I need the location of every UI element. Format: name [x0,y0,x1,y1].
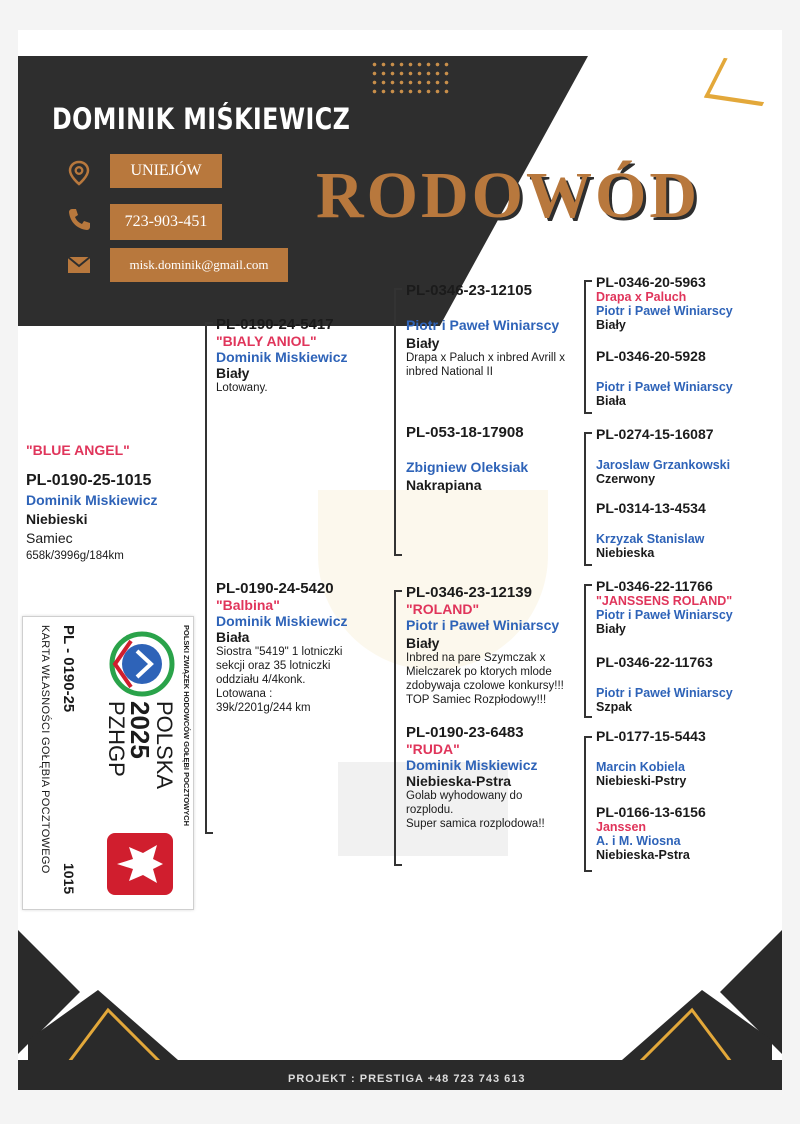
gen1-bracket-top [205,322,213,324]
ggp-color: Niebieski-Pstry [596,774,687,788]
mail-icon [66,252,92,278]
dam-ring: PL-0190-24-5420 [216,580,334,597]
gp-owner: Piotr i Paweł Winiarscy [406,617,560,633]
ggp-owner: Piotr i Paweł Winiarscy [596,686,733,700]
ggp-block [596,500,706,560]
gen3-bracket-2-bottom [584,564,592,566]
gp-owner: Piotr i Paweł Winiarscy [406,317,560,333]
ggp-color: Niebieska [596,546,655,560]
gen3-bracket-4-bottom [584,870,592,872]
city-label: UNIEJÓW [110,154,222,188]
ggp-ring: PL-0346-22-11763 [596,654,713,670]
subject-sex: Samiec [26,530,73,546]
gp-note: TOP Samiec Rozpłodowy!!! [406,694,547,706]
ggp-owner: A. i M. Wiosna [596,834,681,848]
gp-name: "ROLAND" [406,601,480,617]
gp-note: Drapa x Paluch x inbred Avrill x [406,352,565,364]
dam-note: Siostra "5419" 1 lotniczki [216,646,343,658]
corner-accent [704,58,782,106]
sire-block [216,316,347,395]
gp-note: Inbred na pare Szymczak x [406,652,546,664]
subject-block [26,442,157,562]
sire-note: Lotowany. [216,382,268,394]
gp-owner: Dominik Miskiewicz [406,757,538,773]
card-year: 2025 [125,701,155,759]
sire-ring: PL-0190-24-5417 [216,316,334,333]
ggp-color: Biały [596,318,626,332]
subject-owner: Dominik Miskiewicz [26,492,158,508]
gen2-dam-bracket-top [394,590,402,592]
gen3-bracket-3 [584,584,586,718]
gen3-bracket-4 [584,736,586,872]
ggp-block [596,274,733,332]
gp-color: Niebieska-Pstra [406,773,512,789]
ggp-ring: PL-0166-13-6156 [596,804,706,820]
card-ring-number: 1015 [61,863,77,895]
card-ring-prefix: PL - 0190-25 [60,625,77,713]
ggp-block [596,804,706,862]
gp-note: rozplodu. [406,804,454,816]
card-org-short: PZHGP [104,701,129,777]
ggp-owner: Piotr i Paweł Winiarscy [596,380,733,394]
ownership-card [22,616,194,910]
dam-note: sekcji oraz 35 lotniczki [216,660,331,672]
sire-owner: Dominik Miskiewicz [216,349,348,365]
gen3-bracket-4-top [584,736,592,738]
ggp-block [596,426,730,486]
ggp-block [596,578,733,636]
gen3-bracket-2 [584,432,586,566]
ggp-owner: Piotr i Paweł Winiarscy [596,608,733,622]
grandsire-sire-block [406,282,565,379]
gp-color: Nakrapiana [406,477,482,493]
ggp-ring: PL-0274-15-16087 [596,426,714,442]
gp-note: Super samica rozplodowa!! [406,818,545,830]
gen3-bracket-3-top [584,584,592,586]
dam-owner: Dominik Miskiewicz [216,613,348,629]
subject-ring: PL-0190-25-1015 [26,472,152,489]
phone-icon [66,206,92,232]
gp-ring: PL-0346-23-12139 [406,584,532,601]
ggp-color: Biała [596,394,626,408]
gen2-sire-bracket [394,288,396,556]
ggp-block [596,728,706,788]
gp-owner: Zbigniew Oleksiak [406,459,529,475]
ownership-card-content [23,617,195,911]
dam-note: Lotowana : [216,688,273,700]
dot-pattern [370,60,450,94]
gen2-sire-bracket-top [394,288,402,290]
gp-note: Golab wyhodowany do [406,790,523,802]
phone-label: 723-903-451 [110,204,222,240]
pzhgp-logo-icon [109,631,175,697]
ggp-ring: PL-0314-13-4534 [596,500,706,516]
ggp-name: Drapa x Paluch [596,290,687,304]
ggp-ring: PL-0346-22-11766 [596,578,713,594]
ggp-name: Janssen [596,820,647,834]
ggp-ring: PL-0177-15-5443 [596,728,706,744]
ggp-ring: PL-0346-20-5928 [596,348,706,364]
ggp-color: Niebieska-Pstra [596,848,690,862]
gen2-dam-bracket [394,590,396,866]
gp-note: inbred National II [406,366,493,378]
card-org: POLSKI ZWIĄZEK HODOWCÓW GOŁĘBI POCZTOWYCH [182,625,191,827]
card-country: POLSKA [152,701,177,790]
ggp-color: Czerwony [596,472,656,486]
gen3-bracket-1-bottom [584,412,592,414]
ggp-owner: Krzyzak Stanislaw [596,532,705,546]
subject-results: 658k/3996g/184km [26,550,124,562]
gp-ring: PL-0190-23-6483 [406,724,524,741]
gp-ring: PL-053-18-17908 [406,424,524,441]
dam-note: oddziału 4/4konk. [216,674,306,686]
gen2-sire-bracket-bottom [394,554,402,556]
dam-note: 39k/2201g/244 km [216,702,311,714]
granddam-sire-block [406,424,528,493]
gp-note: zdobywaja czolowe konkursy!!! [406,680,564,692]
subject-color: Niebieski [26,511,88,527]
location-pin-icon [66,160,92,186]
granddam-dam-block [406,724,545,831]
dam-name: "Balbina" [216,597,280,613]
ggp-owner: Piotr i Paweł Winiarscy [596,304,733,318]
pedigree-page [18,30,782,1090]
ggp-block [596,654,733,714]
subject-nickname: "BLUE ANGEL" [26,442,130,458]
gp-name: "RUDA" [406,741,460,757]
gen3-bracket-2-top [584,432,592,434]
gen1-bracket [205,322,207,834]
gen3-bracket-1 [584,280,586,414]
sire-color: Biały [216,365,250,381]
gen2-dam-bracket-bottom [394,864,402,866]
email-label: misk.dominik@gmail.com [110,248,288,282]
footer-text: PROJEKT : PRESTIGA +48 723 743 613 [288,1073,526,1085]
dam-block [216,580,347,715]
ggp-ring: PL-0346-20-5963 [596,274,706,290]
sire-name: "BIALY ANIOL" [216,333,317,349]
ggp-block [596,348,733,408]
gp-ring: PL-0346-23-12105 [406,282,532,299]
ggp-owner: Marcin Kobiela [596,760,685,774]
owner-name: DOMINIK MIŚKIEWICZ [52,102,351,136]
document-title: RODOWÓD [316,159,700,232]
grandsire-dam-block [406,584,564,707]
dam-color: Biała [216,629,250,645]
ggp-owner: Jaroslaw Grzankowski [596,458,731,472]
polish-eagle-icon [105,831,175,897]
ggp-color: Biały [596,622,626,636]
gen3-bracket-1-top [584,280,592,282]
gen3-bracket-3-bottom [584,716,592,718]
ggp-name: "JANSSENS ROLAND" [596,594,733,608]
gp-note: Mielczarek po ktorych mlode [406,666,552,678]
gen1-bracket-bottom [205,832,213,834]
gp-color: Biały [406,635,440,651]
gp-color: Biały [406,335,440,351]
ggp-color: Szpak [596,700,633,714]
card-caption: KARTA WŁASNOŚCI GOŁĘBIA POCZTOWEGO [39,625,51,874]
